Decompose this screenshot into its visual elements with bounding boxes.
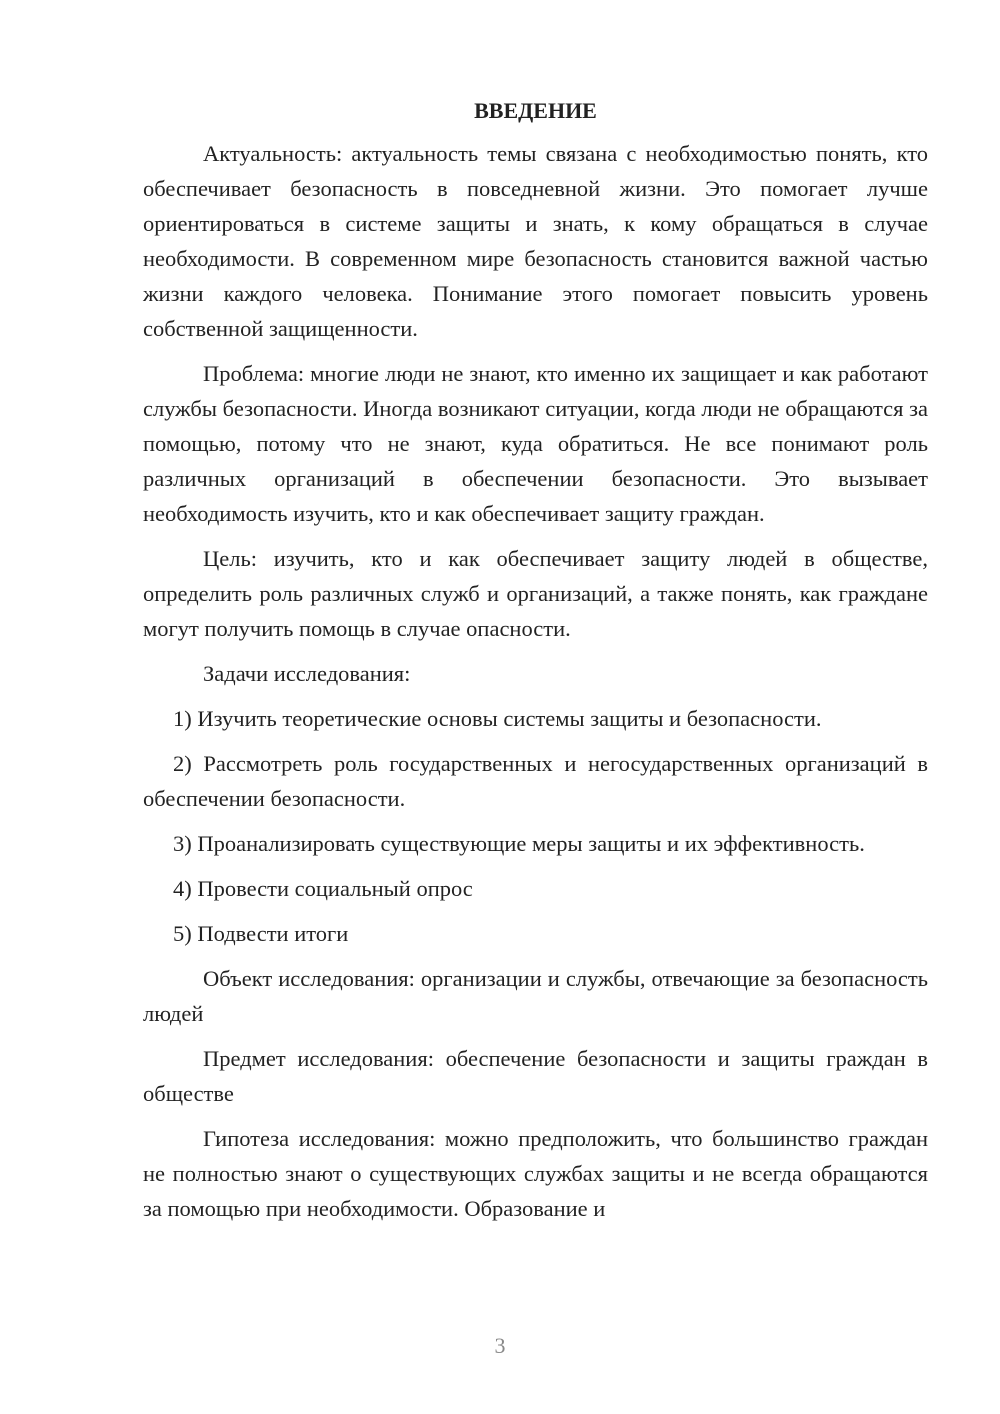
- page-content: [143, 96, 928, 1236]
- paragraph-subject: Предмет исследования: обеспечение безопасности и защиты граждан в обществе: [143, 1046, 928, 1106]
- list-item: 1) Изучить теоретические основы системы защиты и безопасности.: [173, 706, 822, 731]
- page-title: ВВЕДЕНИЕ: [474, 98, 597, 123]
- list-item: 2) Рассмотреть роль государственных и негосударственных организаций в обеспечении безопасности.: [143, 751, 928, 811]
- tasks-heading: Задачи исследования:: [203, 661, 411, 686]
- list-item: 3) Проанализировать существующие меры защиты и их эффективность.: [173, 831, 865, 856]
- paragraph-object: Объект исследования: организации и службы, отвечающие за безопасность людей: [143, 966, 928, 1026]
- paragraph-problem: Проблема: многие люди не знают, кто именно их защищает и как работают службы безопасности. Иногда возникают ситуации, когда люди не обращаются за помощью, потому что не знают, куда обратиться. Не все понимают роль различных организаций в обеспечении безопасности. Это вызывает необходимость изучить, кто и как обеспечивает защиту граждан.: [143, 361, 928, 526]
- list-item: 4) Провести социальный опрос: [173, 876, 473, 901]
- page-number: 3: [494, 1333, 506, 1358]
- list-item: 5) Подвести итоги: [173, 921, 349, 946]
- paragraph-relevance: Актуальность: актуальность темы связана с необходимостью понять, кто обеспечивает безопасность в повседневной жизни. Это помогает лучше ориентироваться в системе защиты и знать, к кому обращаться в случае необходимости. В современном мире безопасность становится важной частью жизни каждого человека. Понимание этого помогает повысить уровень собственной защищенности.: [143, 141, 928, 341]
- paragraph-hypothesis: Гипотеза исследования: можно предположить, что большинство граждан не полностью знают о существующих службах защиты и не всегда обращаются за помощью при необходимости. Образование и: [143, 1126, 928, 1221]
- paragraph-goal: Цель: изучить, кто и как обеспечивает защиту людей в обществе, определить роль различных служб и организаций, а также понять, как граждане могут получить помощь в случае опасности.: [143, 546, 928, 641]
